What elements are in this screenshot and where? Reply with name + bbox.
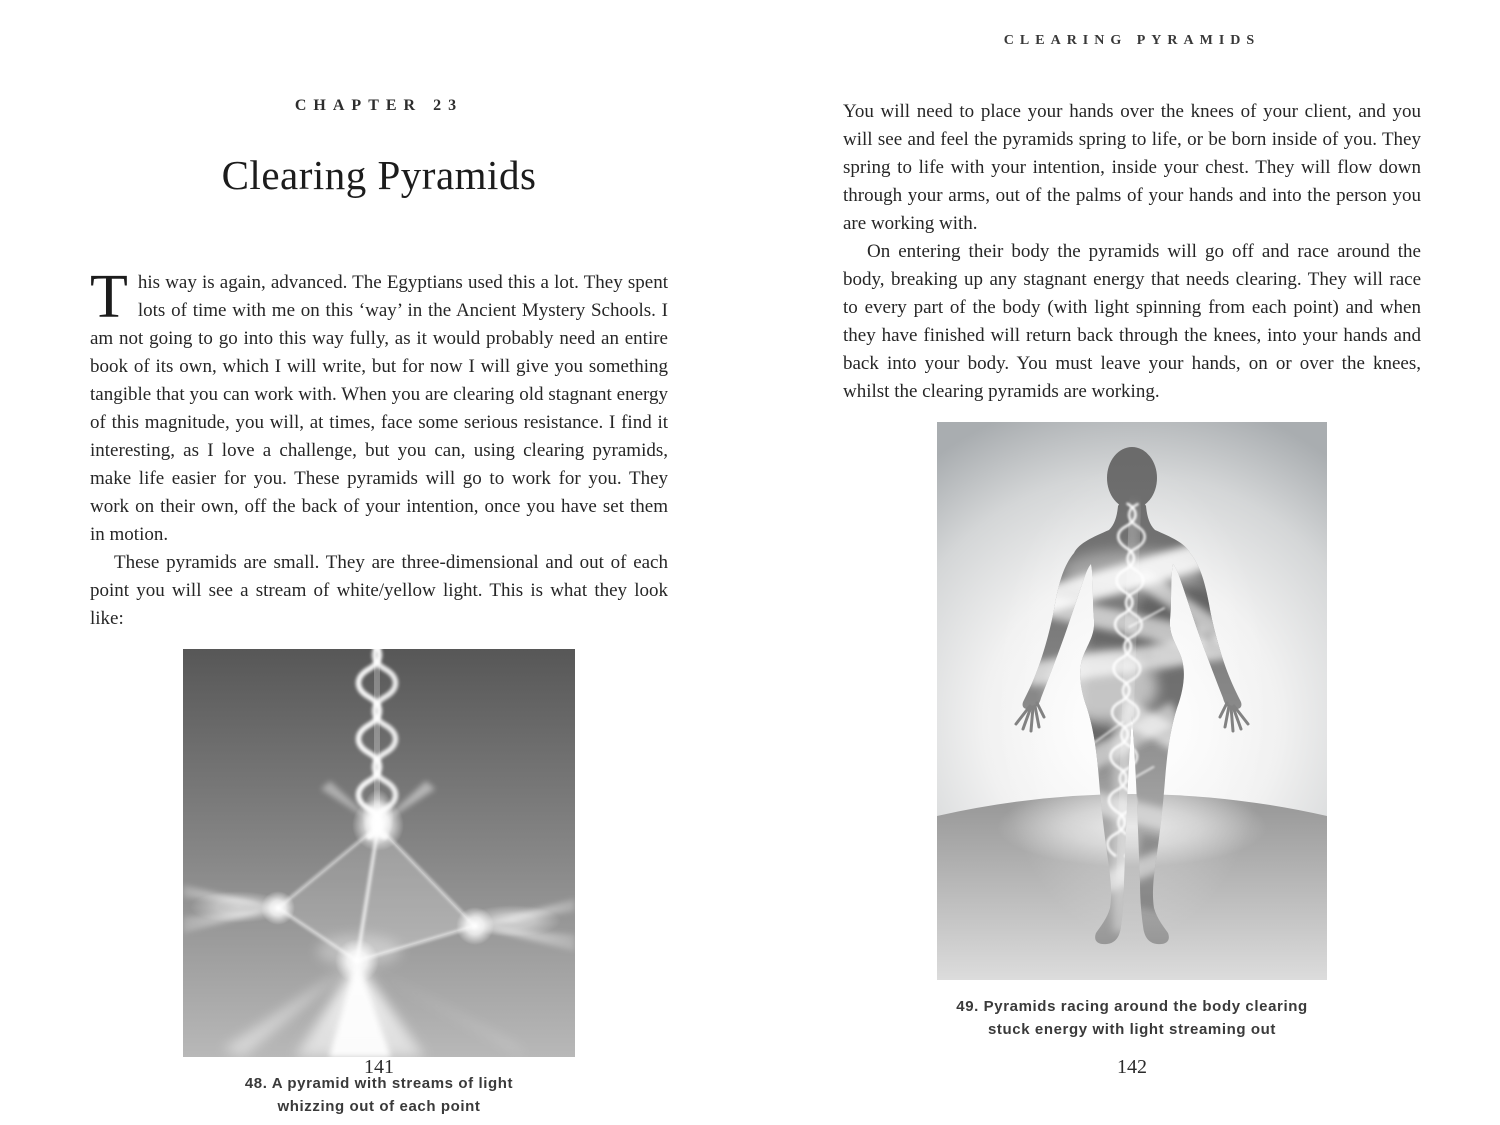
pyramid-figure	[90, 649, 668, 1057]
right-page	[843, 0, 1421, 1125]
caption-line-1: 49. Pyramids racing around the body clearing	[956, 998, 1308, 1015]
drop-cap: T	[90, 263, 128, 331]
chapter-title: Clearing Pyramids	[221, 152, 537, 198]
caption-line-2: whizzing out of each point	[277, 1098, 481, 1115]
left-paragraph-1	[90, 263, 668, 549]
chapter-label: CHAPTER 23	[294, 97, 464, 114]
caption-line-1: 48. A pyramid with streams of light	[244, 1075, 514, 1092]
right-paragraph-2: On entering their body the pyramids will go off and race around the body, breaking up any stagnant energy that needs clearing. They will race to every part of the body (with light spinning from each point) and when they have finished will return back through the knees, into your hands and back into your body. You must leave your hands, on or over the knees, whilst the clearing pyramids are working.	[843, 241, 1421, 402]
body-figure	[843, 422, 1421, 980]
pyramid-figure-image	[183, 649, 575, 1057]
page-number-right: 142	[1117, 1056, 1147, 1078]
left-paragraph-2: These pyramids are small. They are three-dimensional and out of each point you will see a stream of white/yellow light. This is what they look like:	[90, 552, 668, 629]
body-figure-caption	[843, 995, 1421, 1041]
running-header: CLEARING PYRAMIDS	[1003, 33, 1261, 48]
left-paragraph-1-text: his way is again, advanced. The Egyptians used this a lot. They spent lots of time with me on this ‘way’ in the Ancient Mystery Schools. I am not going to go into this way fully, as it would probably need an entire book of its own, which I will write, but for now I will give you something tangible that you can work with. When you are clearing old stagnant energy of this magnitude, you will, at times, face some serious resistance. I find it interesting, as I love a challenge, but you can, using clearing pyramids, make life easier for you. These pyramids will go to work for you. They work on their own, off the back of your intention, once you have set them in motion.	[90, 272, 668, 545]
page-number-left: 141	[364, 1056, 394, 1078]
right-body-text	[843, 98, 1421, 406]
right-paragraph-1: You will need to place your hands over the knees of your client, and you will see and feel the pyramids spring to life, or be born inside of you. They spring to life with your intention, inside your chest. They will flow down through your arms, out of the palms of your hands and into the person you are working with.	[843, 101, 1421, 234]
caption-line-2: stuck energy with light streaming out	[987, 1021, 1277, 1038]
body-figure-image	[937, 422, 1327, 980]
left-page	[90, 0, 668, 1125]
left-body-text	[90, 263, 668, 633]
